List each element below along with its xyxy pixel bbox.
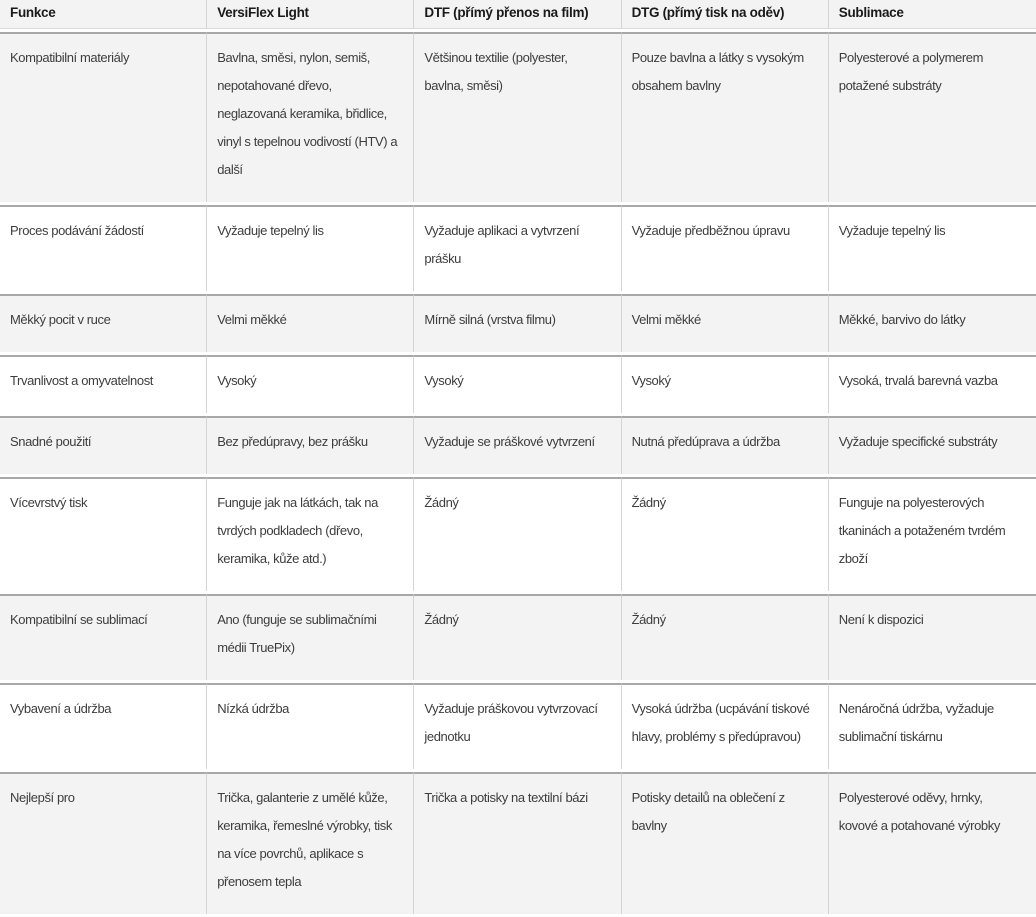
value-cell: Funguje na polyesterových tkaninách a potaženém tvrdém zboží — [829, 477, 1036, 591]
value-cell: Ano (funguje se sublimačními médii TruePix) — [207, 594, 414, 680]
feature-cell: Trvanlivost a omyvatelnost — [0, 355, 207, 413]
table-row-vicevrstvy-tisk — [0, 477, 1036, 591]
value-cell: Vyžaduje tepelný lis — [207, 205, 414, 291]
value-cell: Nenáročná údržba, vyžaduje sublimační tiskárnu — [829, 683, 1036, 769]
value-cell: Žádný — [414, 594, 621, 680]
value-cell: Trička, galanterie z umělé kůže, keramika, řemeslné výrobky, tisk na více povrchů, aplikace s přenosem tepla — [207, 772, 414, 914]
table-row-kompatibilni-materialy — [0, 32, 1036, 202]
feature-cell: Kompatibilní se sublimací — [0, 594, 207, 680]
value-cell: Nutná předúprava a údržba — [622, 416, 829, 474]
value-cell: Většinou textilie (polyester, bavlna, směsi) — [414, 32, 621, 202]
value-cell: Funguje jak na látkách, tak na tvrdých podkladech (dřevo, keramika, kůže atd.) — [207, 477, 414, 591]
feature-cell: Snadné použití — [0, 416, 207, 474]
feature-cell: Kompatibilní materiály — [0, 32, 207, 202]
table-row-proces-podavani-zadosti — [0, 205, 1036, 291]
value-cell: Vyžaduje se práškové vytvrzení — [414, 416, 621, 474]
value-cell: Polyesterové oděvy, hrnky, kovové a potahované výrobky — [829, 772, 1036, 914]
column-header-versiflex-light: VersiFlex Light — [207, 0, 414, 29]
table-row-trvanlivost-a-omyvatelnost — [0, 355, 1036, 413]
value-cell: Vyžaduje práškovou vytvrzovací jednotku — [414, 683, 621, 769]
value-cell: Pouze bavlna a látky s vysokým obsahem bavlny — [622, 32, 829, 202]
feature-cell: Vybavení a údržba — [0, 683, 207, 769]
value-cell: Vyžaduje tepelný lis — [829, 205, 1036, 291]
value-cell: Velmi měkké — [207, 294, 414, 352]
value-cell: Vysoká, trvalá barevná vazba — [829, 355, 1036, 413]
column-header-sublimace: Sublimace — [829, 0, 1036, 29]
value-cell: Žádný — [622, 477, 829, 591]
table-row-vybaveni-a-udrzba — [0, 683, 1036, 769]
value-cell: Velmi měkké — [622, 294, 829, 352]
value-cell: Potisky detailů na oblečení z bavlny — [622, 772, 829, 914]
value-cell: Mírně silná (vrstva filmu) — [414, 294, 621, 352]
column-header-dtf: DTF (přímý přenos na film) — [414, 0, 621, 29]
value-cell: Žádný — [622, 594, 829, 680]
column-header-funkce: Funkce — [0, 0, 207, 29]
value-cell: Nízká údržba — [207, 683, 414, 769]
feature-cell: Vícevrstvý tisk — [0, 477, 207, 591]
value-cell: Měkké, barvivo do látky — [829, 294, 1036, 352]
value-cell: Vyžaduje specifické substráty — [829, 416, 1036, 474]
table-row-snadne-pouziti — [0, 416, 1036, 474]
value-cell: Vyžaduje aplikaci a vytvrzení prášku — [414, 205, 621, 291]
value-cell: Vysoká údržba (ucpávání tiskové hlavy, problémy s předúpravou) — [622, 683, 829, 769]
value-cell: Vyžaduje předběžnou úpravu — [622, 205, 829, 291]
value-cell: Bavlna, směsi, nylon, semiš, nepotahované dřevo, neglazovaná keramika, břidlice, vinyl s tepelnou vodivostí (HTV) a další — [207, 32, 414, 202]
feature-cell: Nejlepší pro — [0, 772, 207, 914]
table-row-kompatibilni-se-sublimaci — [0, 594, 1036, 680]
value-cell: Žádný — [414, 477, 621, 591]
column-header-dtg: DTG (přímý tisk na oděv) — [622, 0, 829, 29]
feature-cell: Proces podávání žádostí — [0, 205, 207, 291]
value-cell: Vysoký — [414, 355, 621, 413]
feature-cell: Měkký pocit v ruce — [0, 294, 207, 352]
table-row-mekky-pocit-v-ruce — [0, 294, 1036, 352]
table-row-nejlepsi-pro — [0, 772, 1036, 914]
value-cell: Není k dispozici — [829, 594, 1036, 680]
value-cell: Vysoký — [207, 355, 414, 413]
value-cell: Vysoký — [622, 355, 829, 413]
header-row — [0, 0, 1036, 29]
value-cell: Bez předúpravy, bez prášku — [207, 416, 414, 474]
value-cell: Polyesterové a polymerem potažené substráty — [829, 32, 1036, 202]
value-cell: Trička a potisky na textilní bázi — [414, 772, 621, 914]
